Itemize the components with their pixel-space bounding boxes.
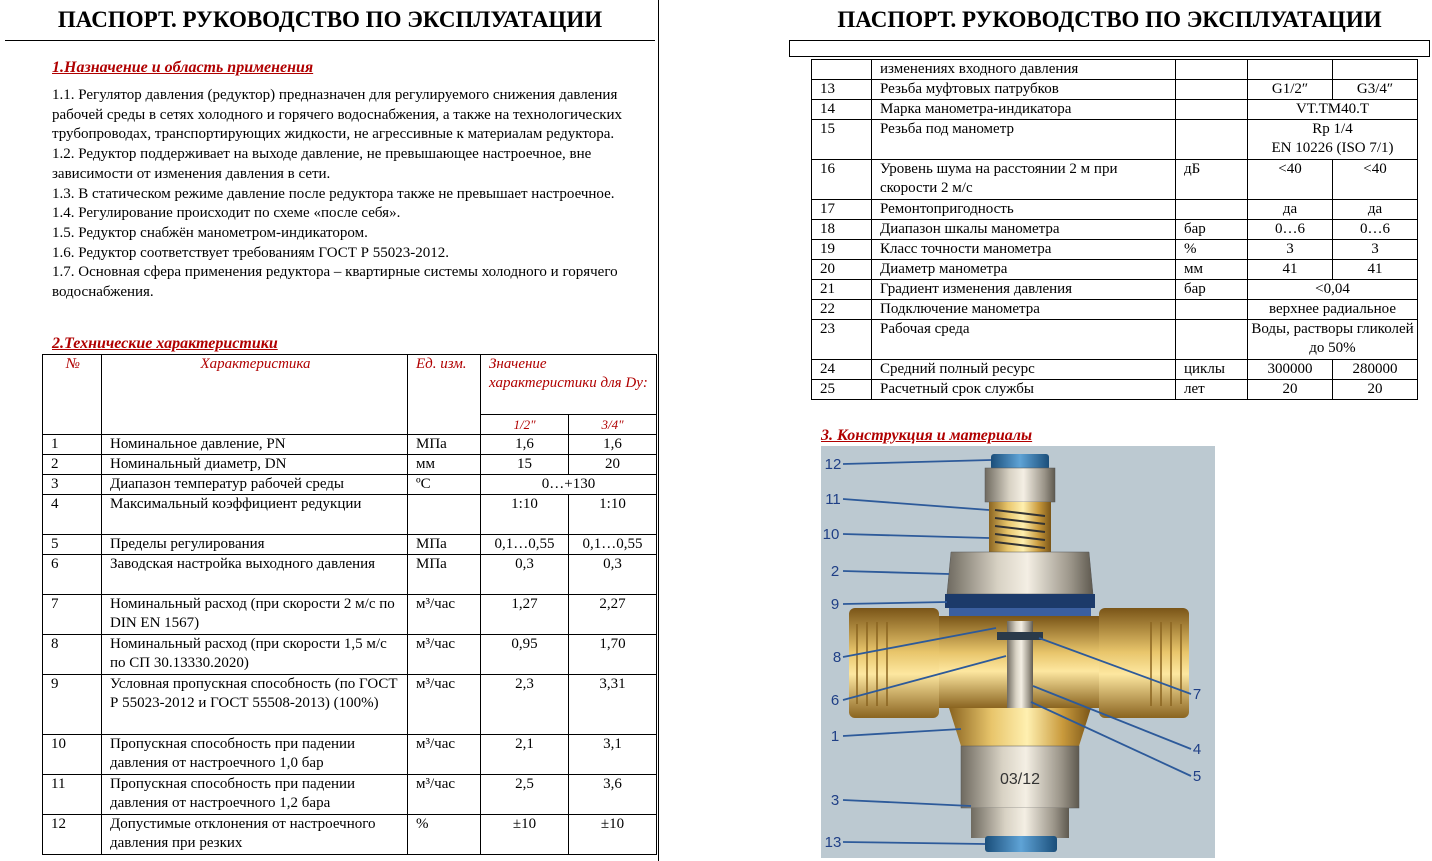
table-row [43, 455, 657, 475]
row-value-dn20: 2,27 [569, 595, 657, 635]
row-unit [1176, 80, 1248, 100]
row-value-dn20: 0,3 [569, 555, 657, 595]
table-row [43, 735, 657, 775]
callout-8: 8 [832, 649, 842, 666]
row-number: 21 [812, 280, 872, 300]
table-row [43, 595, 657, 635]
row-number: 6 [43, 555, 102, 595]
row-value-dn15: <40 [1248, 160, 1333, 200]
table-row [812, 300, 1418, 320]
table-row [812, 200, 1418, 220]
row-characteristic: Номинальное давление, PN [102, 435, 408, 455]
row-characteristic: Номинальный расход (при скорости 2 м/с по DIN EN 1567) [102, 595, 408, 635]
table-row [812, 160, 1418, 200]
callout-11: 11 [825, 491, 841, 508]
bonnet [947, 552, 1093, 594]
row-unit: м³/час [408, 595, 481, 635]
row-number: 25 [812, 380, 872, 400]
row-number [812, 60, 872, 80]
header-characteristic: Характеристика [102, 355, 408, 435]
row-characteristic: Марка манометра-индикатора [872, 100, 1176, 120]
row-characteristic: изменениях входного давления [872, 60, 1176, 80]
row-value: <0,04 [1248, 280, 1418, 300]
table-row [43, 555, 657, 595]
row-number: 22 [812, 300, 872, 320]
row-value-dn20: 1,70 [569, 635, 657, 675]
piston-ring [997, 632, 1043, 640]
lower-body [949, 708, 1091, 746]
row-characteristic: Заводская настройка выходного давления [102, 555, 408, 595]
table-row [43, 435, 657, 455]
table-row [43, 815, 657, 855]
row-value-dn15: 2,1 [481, 735, 569, 775]
row-number: 7 [43, 595, 102, 635]
table-row [812, 240, 1418, 260]
row-value-dn15: 1,6 [481, 435, 569, 455]
callout-5: 5 [1192, 768, 1202, 785]
right-page-header: ПАСПОРТ. РУКОВОДСТВО ПО ЭКСПЛУАТАЦИИ [789, 0, 1430, 41]
table-row [43, 635, 657, 675]
table-row [812, 320, 1418, 360]
row-value-dn20: 3,31 [569, 675, 657, 735]
bottom-fitting [971, 808, 1069, 838]
row-number: 14 [812, 100, 872, 120]
table-row [812, 80, 1418, 100]
spec-table-left-body [43, 435, 657, 855]
top-nut [985, 468, 1055, 502]
row-unit: МПа [408, 555, 481, 595]
row-number: 18 [812, 220, 872, 240]
row-characteristic: Средний полный ресурс [872, 360, 1176, 380]
row-number: 17 [812, 200, 872, 220]
row-characteristic: Номинальный диаметр, DN [102, 455, 408, 475]
row-value-dn20: 1:10 [569, 495, 657, 535]
row-value-dn20 [1333, 60, 1418, 80]
row-value-dn15: 0,1…0,55 [481, 535, 569, 555]
row-value-dn15: да [1248, 200, 1333, 220]
row-value-dn15: 0…6 [1248, 220, 1333, 240]
row-unit [1176, 100, 1248, 120]
seal-ring [945, 594, 1095, 608]
row-number: 19 [812, 240, 872, 260]
paragraph-1-1: 1.1. Регулятор давления (редуктор) предназначен для регулируемого снижения давления рабочей среды в сетях холодного и горячего водоснабжения, а также на технологических трубопроводах, транспортирующих жидкости, не агрессивные к материалам редуктора. [52, 87, 623, 143]
row-number: 4 [43, 495, 102, 535]
paragraph-1-3: 1.3. В статическом режиме давление после редуктора также не превышает настроечное. [52, 185, 615, 202]
stamp-text: 03/12 [999, 771, 1041, 788]
row-unit: мм [408, 455, 481, 475]
row-value-dn20: 1,6 [569, 435, 657, 455]
row-number: 10 [43, 735, 102, 775]
table-row [812, 280, 1418, 300]
callout-2: 2 [830, 563, 840, 580]
row-unit [1176, 300, 1248, 320]
row-value-dn20: <40 [1333, 160, 1418, 200]
row-unit [1176, 320, 1248, 360]
row-characteristic: Пропускная способность при падении давления от настроечного 1,2 бара [102, 775, 408, 815]
seal-ring-2 [949, 608, 1091, 616]
row-unit [1176, 60, 1248, 80]
callout-4: 4 [1192, 741, 1202, 758]
row-unit: бар [1176, 220, 1248, 240]
row-value-dn20: 41 [1333, 260, 1418, 280]
row-characteristic: Ремонтопригодность [872, 200, 1176, 220]
row-number: 16 [812, 160, 872, 200]
section-2-title: 2.Технические характеристики [52, 335, 278, 352]
row-characteristic: Класс точности манометра [872, 240, 1176, 260]
row-unit: циклы [1176, 360, 1248, 380]
table-row [812, 100, 1418, 120]
paragraph-1-7: 1.7. Основная сфера применения редуктора – квартирные системы холодного и горячего водоснабжения. [52, 264, 618, 301]
header-dn-3-4: 3/4" [569, 415, 657, 435]
row-unit: м³/час [408, 735, 481, 775]
left-port [849, 608, 939, 718]
callout-10: 10 [822, 526, 840, 543]
row-number: 15 [812, 120, 872, 160]
row-characteristic: Подключение манометра [872, 300, 1176, 320]
row-number: 2 [43, 455, 102, 475]
row-value: VT.TM40.T [1248, 100, 1418, 120]
table-row [43, 675, 657, 735]
row-value-dn20: G3/4″ [1333, 80, 1418, 100]
row-number: 13 [812, 80, 872, 100]
row-value-dn15: 1,27 [481, 595, 569, 635]
top-cap [991, 454, 1049, 470]
table-row [43, 775, 657, 815]
paragraph-1-4: 1.4. Регулирование происходит по схеме «после себя». [52, 205, 401, 222]
row-characteristic: Рабочая среда [872, 320, 1176, 360]
bottom-cap [985, 836, 1057, 852]
valve-diagram [821, 446, 1215, 858]
row-unit: бар [1176, 280, 1248, 300]
row-unit: м³/час [408, 775, 481, 815]
right-port [1099, 608, 1189, 718]
row-value: верхнее радиальное [1248, 300, 1418, 320]
row-value-dn15: 2,3 [481, 675, 569, 735]
row-characteristic: Допустимые отклонения от настроечного давления при резких [102, 815, 408, 855]
row-characteristic: Диапазон температур рабочей среды [102, 475, 408, 495]
table-row [812, 260, 1418, 280]
header-num: № [43, 355, 102, 435]
row-characteristic: Диаметр манометра [872, 260, 1176, 280]
row-value-dn15: 2,5 [481, 775, 569, 815]
header-unit: Ед. изм. [408, 355, 481, 435]
callout-3: 3 [830, 792, 840, 809]
row-number: 24 [812, 360, 872, 380]
section-3-title: 3. Конструкция и материалы [821, 427, 1033, 444]
row-unit: м³/час [408, 675, 481, 735]
row-number: 20 [812, 260, 872, 280]
row-unit: лет [1176, 380, 1248, 400]
row-number: 9 [43, 675, 102, 735]
row-characteristic: Условная пропускная способность (по ГОСТ Р 55023-2012 и ГОСТ 55508-2013) (100%) [102, 675, 408, 735]
row-unit: МПа [408, 435, 481, 455]
row-value-dn20: 0…6 [1333, 220, 1418, 240]
row-characteristic: Градиент изменения давления [872, 280, 1176, 300]
table-row [812, 220, 1418, 240]
row-value-dn20: да [1333, 200, 1418, 220]
paragraph-1-5: 1.5. Редуктор снабжён манометром-индикатором. [52, 224, 368, 241]
row-value: 0…+130 [481, 475, 657, 495]
row-value-dn15: 15 [481, 455, 569, 475]
row-number: 12 [43, 815, 102, 855]
row-characteristic: Пропускная способность при падении давления от настроечного 1,0 бар [102, 735, 408, 775]
callout-12: 12 [824, 456, 842, 473]
row-value-dn15: G1/2″ [1248, 80, 1333, 100]
table-row [812, 360, 1418, 380]
callout-13: 13 [824, 834, 842, 851]
row-value-dn15: 20 [1248, 380, 1333, 400]
callout-6: 6 [830, 692, 840, 709]
row-value-dn15: 3 [1248, 240, 1333, 260]
row-characteristic: Расчетный срок службы [872, 380, 1176, 400]
row-value-dn15: 0,3 [481, 555, 569, 595]
row-characteristic: Резьба под манометр [872, 120, 1176, 160]
right-page [727, 0, 1432, 861]
left-page-header: ПАСПОРТ. РУКОВОДСТВО ПО ЭКСПЛУАТАЦИИ [5, 0, 655, 41]
row-unit: % [1176, 240, 1248, 260]
row-value-dn15: ±10 [481, 815, 569, 855]
paragraph-1-2: 1.2. Редуктор поддерживает на выходе давление, не превышающее настроечное, вне зависимости от изменения давления в сети. [52, 146, 592, 182]
table-row [43, 495, 657, 535]
header-dn-1-2: 1/2" [481, 415, 569, 435]
row-value: Rp 1/4 EN 10226 (ISO 7/1) [1248, 120, 1418, 160]
row-unit: м³/час [408, 635, 481, 675]
spec-table-left [42, 354, 657, 855]
row-value-dn20: 3,6 [569, 775, 657, 815]
row-number: 3 [43, 475, 102, 495]
row-unit: дБ [1176, 160, 1248, 200]
row-value-dn20: 280000 [1333, 360, 1418, 380]
row-value-dn15: 41 [1248, 260, 1333, 280]
row-unit: МПа [408, 535, 481, 555]
row-value-dn15: 0,95 [481, 635, 569, 675]
row-value-dn15: 300000 [1248, 360, 1333, 380]
row-value-dn15 [1248, 60, 1333, 80]
row-characteristic: Номинальный расход (при скорости 1,5 м/с по СП 30.13330.2020) [102, 635, 408, 675]
spec-table-right [811, 59, 1418, 400]
table-row [812, 380, 1418, 400]
left-page-edge [658, 0, 659, 861]
row-number: 23 [812, 320, 872, 360]
row-number: 11 [43, 775, 102, 815]
left-page [0, 0, 658, 861]
row-number: 1 [43, 435, 102, 455]
row-value-dn20: 0,1…0,55 [569, 535, 657, 555]
row-value-dn20: 20 [569, 455, 657, 475]
section-1-text [52, 86, 642, 303]
callout-1: 1 [830, 728, 840, 745]
row-unit [408, 495, 481, 535]
row-characteristic: Пределы регулирования [102, 535, 408, 555]
row-unit: % [408, 815, 481, 855]
callout-9: 9 [830, 596, 840, 613]
spec-table-right-body [812, 60, 1418, 400]
table-row [812, 60, 1418, 80]
row-value-dn20: ±10 [569, 815, 657, 855]
row-characteristic: Максимальный коэффициент редукции [102, 495, 408, 535]
row-characteristic: Диапазон шкалы манометра [872, 220, 1176, 240]
row-number: 8 [43, 635, 102, 675]
header-spacer-row [789, 41, 1430, 57]
section-1-title: 1.Назначение и область применения [52, 59, 314, 76]
row-unit: ºC [408, 475, 481, 495]
header-value: Значение характеристики для Dy: [481, 355, 657, 415]
callout-7: 7 [1192, 686, 1202, 703]
row-value-dn15: 1:10 [481, 495, 569, 535]
row-number: 5 [43, 535, 102, 555]
row-unit: мм [1176, 260, 1248, 280]
row-unit [1176, 120, 1248, 160]
row-value-dn20: 3,1 [569, 735, 657, 775]
table-row [812, 120, 1418, 160]
row-value-dn20: 20 [1333, 380, 1418, 400]
row-value: Воды, растворы гликолей до 50% [1248, 320, 1418, 360]
row-unit [1176, 200, 1248, 220]
row-value-dn20: 3 [1333, 240, 1418, 260]
table-row [43, 535, 657, 555]
row-characteristic: Уровень шума на расстоянии 2 м при скорости 2 м/с [872, 160, 1176, 200]
paragraph-1-6: 1.6. Редуктор соответствует требованиям ГОСТ Р 55023-2012. [52, 244, 449, 261]
table-row [43, 475, 657, 495]
row-characteristic: Резьба муфтовых патрубков [872, 80, 1176, 100]
